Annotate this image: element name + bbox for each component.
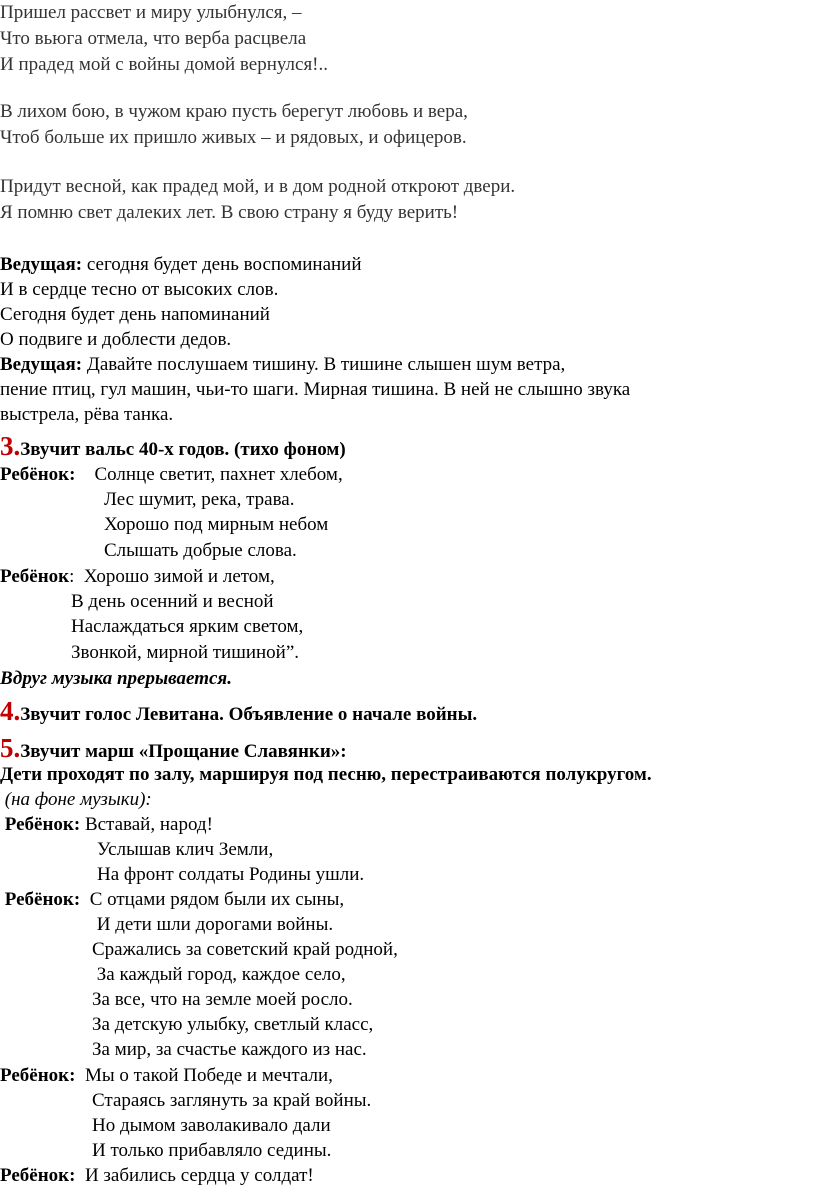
- poem-line: Я помню свет далеких лет. В свою страну я буду верить!: [0, 202, 459, 223]
- stage-direction: Вдруг музыка прерывается.: [0, 668, 232, 689]
- child-line: Стараясь заглянуть за край войны.: [92, 1090, 372, 1111]
- child-line: И дети шли дорогами войны.: [92, 914, 334, 935]
- poem-line: Чтоб больше их пришло живых – и рядовых, и офицеров.: [0, 127, 467, 148]
- child-line: За все, что на земле моей росло.: [92, 989, 353, 1010]
- section-title: Звучит голос Левитана. Объявление о начале войны.: [20, 704, 478, 725]
- speech-text: сегодня будет день воспоминаний: [82, 254, 362, 275]
- speech-text: Солнце светит, пахнет хлебом,: [75, 464, 343, 485]
- section-number: 4.: [0, 696, 21, 726]
- host-line: Сегодня будет день напоминаний: [0, 304, 270, 325]
- speech-text: Мы о такой Победе и мечтали,: [75, 1065, 333, 1086]
- child-line: И только прибавляло седины.: [92, 1140, 332, 1161]
- speech-text: И забились сердца у солдат!: [75, 1165, 314, 1186]
- speech-text: Вставай, народ!: [80, 814, 213, 835]
- speaker-label: Ребёнок:: [0, 464, 76, 485]
- poem-line: Пришел рассвет и миру улыбнулся, –: [0, 2, 302, 23]
- section-heading-4: [0, 696, 477, 730]
- poem-line: В лихом бою, в чужом краю пусть берегут любовь и вера,: [0, 101, 468, 122]
- speaker-label: Ребёнок:: [0, 1065, 76, 1086]
- speech-text: Давайте послушаем тишину. В тишине слышен шум ветра,: [82, 354, 566, 375]
- speech-text: С отцами рядом были их сыны,: [80, 889, 345, 910]
- host-line: О подвиге и доблести дедов.: [0, 329, 232, 350]
- child-line: Услышав клич Земли,: [97, 839, 274, 860]
- section-title: Звучит вальс 40-х годов. (тихо фоном): [20, 439, 346, 460]
- child-line: Сражались за советский край родной,: [92, 939, 398, 960]
- speaker-label: Ребёнок: [0, 566, 70, 587]
- host-line: выстрела, рёва танка.: [0, 404, 174, 425]
- child-line: В день осенний и весной: [71, 591, 274, 612]
- section-title: Звучит марш «Прощание Славянки»:: [20, 741, 347, 762]
- host-line: пение птиц, гул машин, чьи-то шаги. Мирная тишина. В ней не слышно звука: [0, 379, 631, 400]
- child-line: Хорошо под мирным небом: [104, 514, 329, 535]
- section-number: 3.: [0, 431, 21, 461]
- host-line: [0, 253, 362, 277]
- host-line: [0, 353, 565, 377]
- speaker-label: Ребёнок:: [0, 889, 81, 910]
- section-heading-5: [0, 733, 347, 767]
- child-line: За мир, за счастье каждого из нас.: [92, 1039, 367, 1060]
- speech-text: : Хорошо зимой и летом,: [69, 566, 275, 587]
- child-line: [0, 1164, 314, 1188]
- child-line: На фронт солдаты Родины ушли.: [97, 864, 365, 885]
- stage-direction: Дети проходят по залу, маршируя под песню, перестраиваются полукругом.: [0, 764, 652, 785]
- speaker-label: Ведущая:: [0, 254, 83, 275]
- child-line: За каждый город, каждое село,: [92, 964, 346, 985]
- child-line: Звонкой, мирной тишиной”.: [71, 642, 300, 663]
- poem-line: И прадед мой с войны домой вернулся!..: [0, 54, 329, 75]
- speaker-label: Ребёнок:: [0, 1165, 76, 1186]
- child-line: [0, 888, 344, 912]
- child-line: [0, 813, 213, 837]
- section-heading-3: [0, 431, 346, 465]
- speaker-label: Ведущая:: [0, 354, 83, 375]
- child-line: За детскую улыбку, светлый класс,: [92, 1014, 374, 1035]
- child-line: Но дымом заволакивало дали: [92, 1115, 331, 1136]
- child-line: [0, 565, 275, 589]
- child-line: Наслаждаться ярким светом,: [71, 616, 304, 637]
- child-line: [0, 1064, 333, 1088]
- speaker-label: Ребёнок:: [0, 814, 81, 835]
- poem-line: Что вьюга отмела, что верба расцвела: [0, 28, 307, 49]
- host-line: И в сердце тесно от высоких слов.: [0, 279, 279, 300]
- child-line: [0, 463, 343, 487]
- child-line: Слышать добрые слова.: [104, 540, 297, 561]
- child-line: Лес шумит, река, трава.: [104, 489, 295, 510]
- section-number: 5.: [0, 733, 21, 763]
- poem-line: Придут весной, как прадед мой, и в дом родной откроют двери.: [0, 176, 516, 197]
- stage-direction: (на фоне музыки):: [0, 789, 152, 810]
